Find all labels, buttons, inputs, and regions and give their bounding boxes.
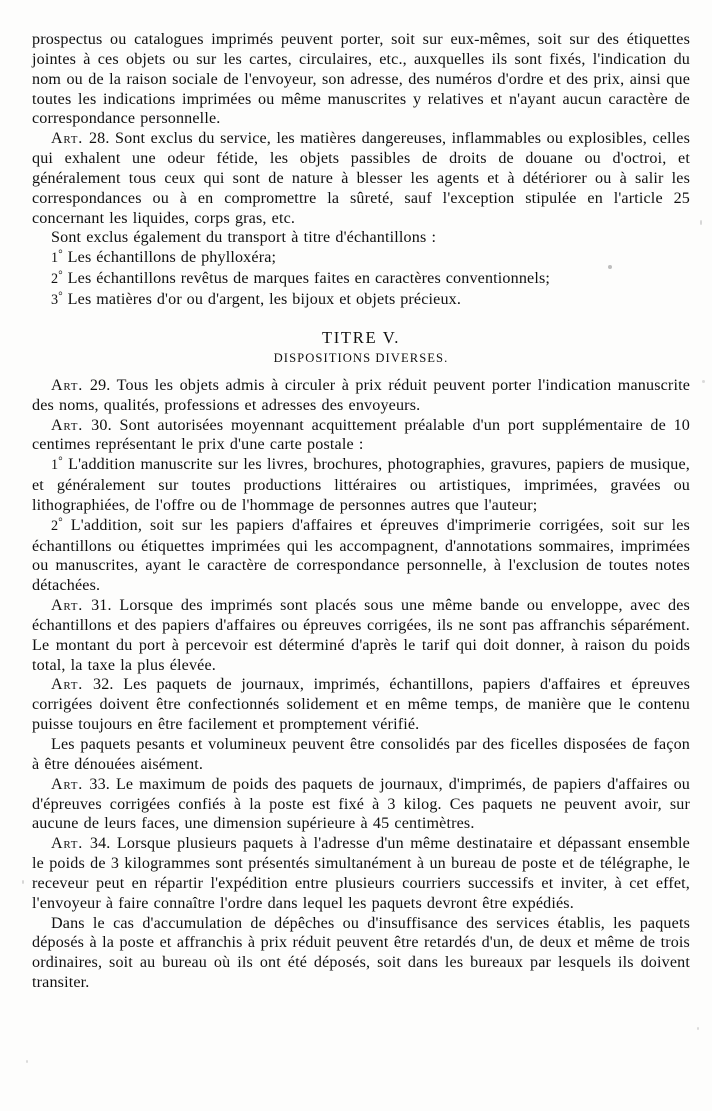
list-item [32, 516, 690, 596]
list-item-text: L'addition manuscrite sur les livres, brochures, photographies, gravures, papiers de musique, et généralement sur toutes productions littéraires ou artistiques, imprimées, gravées ou lithographiées, de l'offre ou de l'hommage de personnes autres que l'auteur; [32, 456, 690, 514]
list-item [32, 269, 690, 290]
article-body: Sont autorisées moyennant acquittement préalable d'un port supplémentaire de 10 centimes représentant le prix d'une carte postale : [32, 416, 690, 454]
list-ordinal: 3° [51, 290, 63, 308]
list-item-text: Les échantillons revêtus de marques faites en caractères conventionnels; [67, 270, 551, 288]
list-ordinal: 1° [51, 455, 63, 474]
list-item-text: L'addition, soit sur les papiers d'affaires et épreuves d'imprimerie corrigées, soit sur les échantillons ou étiquettes imprimées qui les accompagnent, d'annotations sommaires, imprimées ou manuscrites, ayant le caractère de correspondance personnelle, à l'exclusion de toutes notes détachées. [32, 516, 690, 595]
scan-speck [26, 1060, 28, 1063]
list-item [32, 290, 690, 311]
ordinal-degree-icon: ° [58, 248, 63, 261]
article-marker: Art. [51, 416, 83, 434]
article-marker: Art. [51, 597, 83, 615]
article-body: Les paquets de journaux, imprimés, échantillons, papiers d'affaires et épreuves corrigées doivent être confectionnés solidement et en même temps, de manière que le contenu puisse toujours en être facilement et promptement vérifié. [32, 676, 690, 734]
article-number: 29. [89, 376, 111, 394]
article-31 [32, 596, 690, 675]
section-heading-block [32, 328, 690, 367]
article-number: 30. [91, 416, 112, 434]
article-34 [32, 834, 690, 913]
list-item [32, 248, 690, 269]
section-title: TITRE V. [321, 327, 401, 347]
paragraph-opening: prospectus ou catalogues imprimés peuvent porter, soit sur eux-mêmes, soit sur des étiquettes jointes à ces objets ou sur les cartes, circulaires, etc., auxquelles ils sont fixés, l'indication du nom ou de la raison sociale de l'envoyeur, son adresse, des numéros d'ordre et des prix, ainsi que toutes les indications imprimées ou même manuscrites y relatives et n'ayant aucun caractère de correspondance personnelle. [32, 31, 690, 128]
paragraph-bulky-packages: Les paquets pesants et volumineux peuvent être consolidés par des ficelles disposées de façon à être dénouées aisément. [32, 736, 690, 773]
article-body: Sont exclus du service, les matières dangereuses, inflammables ou explosibles, celles qui exhalent une odeur fétide, les objets passibles de droits de douane ou d'octroi, et généralement tous ceux qui sont de nature à blesser les agents et à détériorer ou à salir les correspondances ou à en compromettre la sûreté, sauf l'exception stipulée en l'article 25 concernant les liquides, corps gras, etc. [32, 130, 690, 227]
list-item [32, 455, 690, 516]
ordinal-degree-icon: ° [58, 269, 63, 282]
article-body: Tous les objets admis à circuler à prix réduit peuvent porter l'indication manuscrite des noms, qualités, professions et adresses des envoyeurs. [32, 376, 691, 414]
article-marker: Art. [51, 376, 83, 394]
scan-speck [22, 880, 24, 884]
article-29 [32, 376, 690, 416]
scan-speck [697, 1027, 699, 1030]
list-ordinal: 2° [51, 269, 63, 288]
article-marker: Art. [51, 775, 83, 793]
scan-speck [702, 380, 705, 383]
article-marker: Art. [51, 676, 83, 694]
article-number: 28. [88, 130, 110, 148]
list-ordinal: 2° [51, 516, 63, 534]
list-ordinal: 1° [51, 248, 63, 267]
list-item-text: Les matières d'or ou d'argent, les bijoux et objets précieux. [67, 290, 462, 308]
article-body: Le maximum de poids des paquets de journaux, d'imprimés, de papiers d'affaires ou d'épreuves corrigées confiés à la poste est fixé à 3 kilog. Ces paquets ne peuvent avoir, sur aucune de leurs faces, une dimension supérieure à 45 centimètres. [32, 775, 690, 833]
scan-speck [700, 220, 702, 225]
article-marker: Art. [51, 835, 83, 853]
ordinal-degree-icon: ° [58, 290, 63, 303]
article-number: 31. [91, 597, 112, 615]
article-number: 32. [93, 676, 114, 694]
paragraph-exclusions-intro: Sont exclus également du transport à titre d'échantillons : [51, 229, 437, 247]
article-33 [32, 775, 690, 835]
ordinal-degree-icon: ° [58, 455, 63, 468]
list-item-text: Les échantillons de phylloxéra; [67, 249, 277, 267]
article-marker: Art. [51, 130, 83, 148]
article-number: 33. [89, 775, 110, 793]
article-28 [32, 129, 690, 228]
article-body: Lorsque des imprimés sont placés sous une même bande ou enveloppe, avec des échantillons et des papiers d'affaires ou épreuves corrigées, ils ne sont pas affranchis séparément. Le montant du port à percevoir est déterminé d'après le tarif qui doit donner, à raison du poids total, la taxe la plus élevée. [32, 597, 690, 674]
ordinal-degree-icon: ° [58, 516, 63, 529]
article-number: 34. [89, 835, 111, 853]
article-body: Lorsque plusieurs paquets à l'adresse d'un même destinataire et dépassant ensemble le poids de 3 kilogrammes sont présentés simultanément à un bureau de poste et de télégraphe, le receveur peut en répartir l'expédition entre plusieurs courriers successifs et inviter, à cet effet, l'envoyeur à faire connaître l'ordre dans lequel les paquets devront être expédiés. [32, 835, 690, 912]
document-text-column [32, 30, 690, 993]
article-32 [32, 675, 690, 735]
paragraph-delays: Dans le cas d'accumulation de dépêches ou d'insuffisance des services établis, les paquets déposés à la poste et affranchis à prix réduit peuvent être retardés d'un, de deux et même de trois ordinaires, soit au bureau où ils ont été déposés, soit dans les bureaux par lesquels ils doivent transiter. [32, 914, 690, 992]
section-subtitle: DISPOSITIONS DIVERSES. [273, 350, 449, 365]
article-30 [32, 416, 690, 456]
